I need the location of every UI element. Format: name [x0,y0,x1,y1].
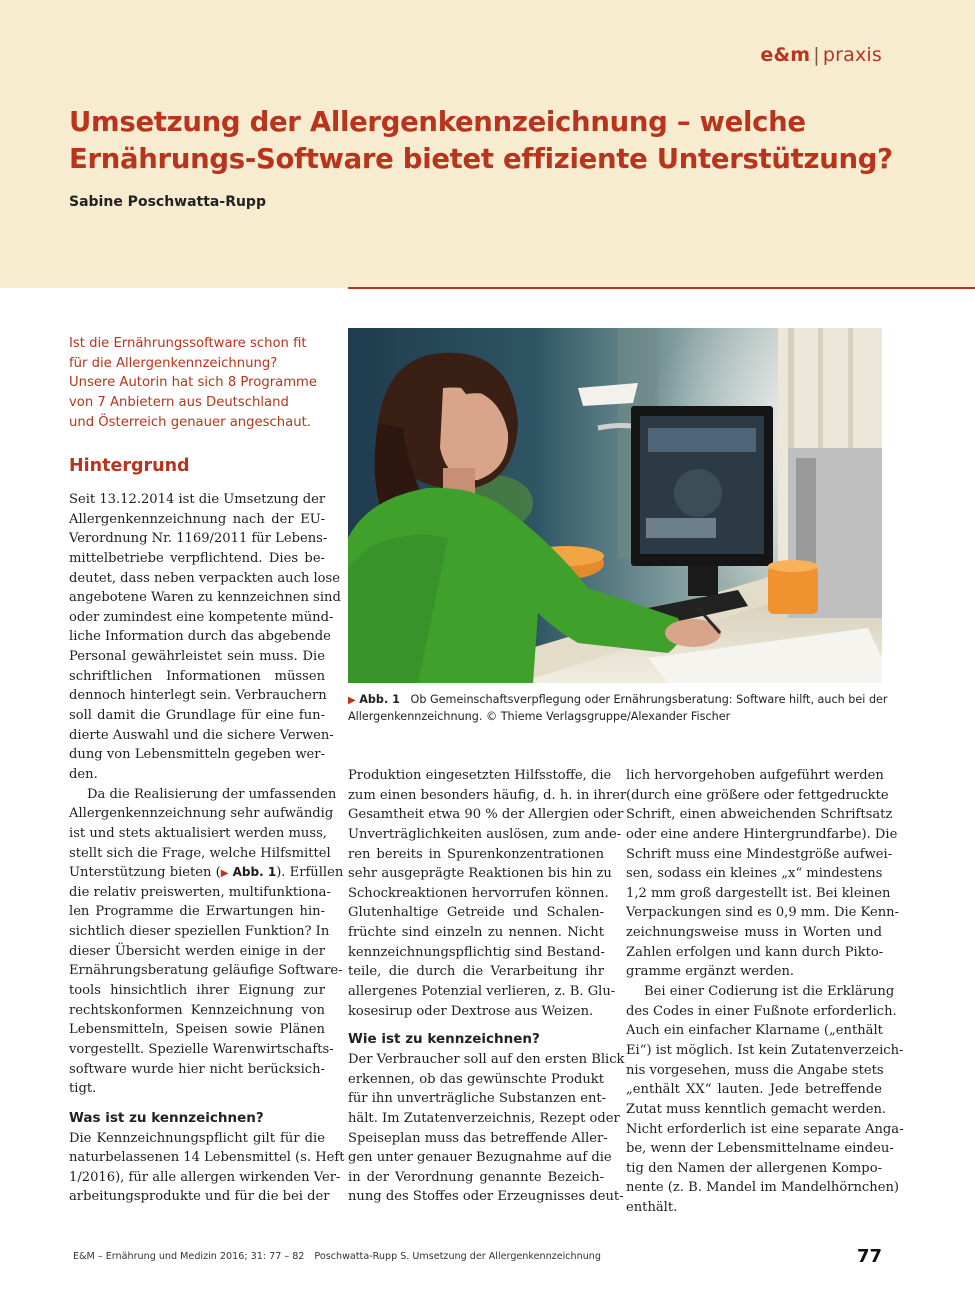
text-line: arbeitungsprodukte und für die bei der [69,1189,330,1205]
text-line: zeichnungsweise muss in Worten und [626,925,882,941]
footer-journal: E&M – Ernährung und Medizin 2016; 31: 77 – 82 [73,1251,305,1262]
text-line: Der Verbraucher soll auf den ersten Blick [348,1051,625,1067]
caption-arrow-icon: ▶ [348,695,356,706]
text-line: soll damit die Grundlage für eine fun- [69,708,325,724]
article-title [69,104,909,178]
header-rule [348,287,975,289]
text-line: Zutat muss kenntlich gemacht werden. [626,1101,887,1117]
spacer [69,1099,325,1109]
text-column-3 [626,766,904,1218]
text-line: sichtlich dieser speziellen Funktion? In [69,924,330,940]
footer-article: Poschwatta-Rupp S. Umsetzung der Allergenkennzeichnung [314,1251,601,1262]
text-line: liche Information durch das abgebende [69,629,331,645]
text-line: mittelbetriebe verpflichtend. Dies be- [69,550,325,566]
text-line: enthält. [626,1200,678,1216]
text-line: des Codes in einer Fußnote erforderlich. [626,1003,897,1019]
text-line: den. [69,766,98,782]
page-footer [73,1251,601,1262]
text-line: Unverträglichkeiten auslösen, zum ande- [348,826,622,842]
text-line: rechtskonformen Kennzeichnung von [69,1002,325,1018]
figure-caption [348,692,888,725]
text-line: Auch ein einfacher Klarname („enthält [626,1023,883,1039]
text-column-2 [348,766,627,1207]
text-line: tools hinsichtlich ihrer Eignung zur [69,983,325,999]
text-line: ren bereits in Spurenkonzentrationen [348,846,604,862]
text-line: deutet, dass neben verpackten auch lose [69,570,341,586]
text-line: erkennen, ob das gewünschte Produkt [348,1071,604,1087]
text-line: Ei“) ist möglich. Ist kein Zutatenverzeich- [626,1042,904,1058]
text-line: dennoch hinterlegt sein. Verbrauchern [69,688,327,704]
text-line: allergenes Potenzial verlieren, z. B. Glu- [348,984,616,1000]
text-line: die relativ preiswerten, multifunktiona- [69,884,331,900]
lead-line: von 7 Anbietern aus Deutschland [69,395,289,411]
text-line: nente (z. B. Mandel im Mandelhörnchen) [626,1180,899,1196]
text-line: Glutenhaltige Getreide und Schalen- [348,905,604,921]
text-fragment: Unterstützung bieten ( [69,865,221,881]
section-brand [760,44,882,66]
lead-line: Unsere Autorin hat sich 8 Programme [69,375,318,391]
text-line: oder eine andere Hintergrundfarbe). Die [626,826,898,842]
text-line: Nicht erforderlich ist eine separate Anga- [626,1121,904,1137]
text-line: sehr ausgeprägte Reaktionen bis hin zu [348,866,612,882]
text-line: software wurde hier nicht berücksich- [69,1061,325,1077]
title-line: Ernährungs-Software bietet effiziente Unterstützung? [69,143,893,175]
lead-teaser [69,334,319,433]
text-line: be, wenn der Lebensmittelname eindeu- [626,1141,894,1157]
text-line: in der Verordnung genannte Bezeich- [348,1169,604,1185]
text-line: Schrift, einen abweichenden Schriftsatz [626,807,893,823]
lead-line: Ist die Ernährungssoftware schon fit [69,336,307,351]
text-line: Speiseplan muss das betreffende Aller- [348,1130,608,1146]
text-line: zum einen besonders häufig, d. h. in ihrer [348,787,627,803]
text-line: 1/2016), für alle allergen wirkenden Ver- [69,1169,341,1185]
caption-line [348,692,888,709]
text-line: gen unter genauer Bezugnahme auf die [348,1150,612,1166]
text-line: dierte Auswahl und die sichere Verwen- [69,727,334,743]
caption-label: Abb. 1 [359,693,400,706]
photo-illustration [348,328,882,683]
text-line [69,863,344,883]
text-line: kosesirup oder Dextrose aus Weizen. [348,1003,594,1019]
figure-ref-arrow-icon: ▶ [220,868,229,880]
section-heading: Hintergrund [69,456,190,476]
text-line: angebotene Waren zu kennzeichnen sind [69,590,341,606]
text-line: „enthält XX“ lauten. Jede betreffende [626,1082,882,1098]
text-line: Gesamtheit etwa 90 % der Allergien oder [348,807,624,823]
text-line: Bei einer Codierung ist die Erklärung [644,984,895,1000]
text-line: Ernährungsberatung geläufige Software- [69,963,343,979]
text-line: oder zumindest eine kompetente münd- [69,609,334,625]
text-line: nis vorgesehen, muss die Angabe stets [626,1062,884,1078]
text-line: Produktion eingesetzten Hilfsstoffe, die [348,768,612,783]
text-line: teile, die durch die Verarbeitung ihr [348,964,604,980]
text-line: 1,2 mm groß dargestellt ist. Bei kleinen [626,885,891,901]
page-number: 77 [856,1246,882,1267]
brand-separator: | [813,44,820,66]
caption-line: Allergenkennzeichnung. © Thieme Verlagsgruppe/Alexander Fischer [348,710,731,723]
figure-reference-link[interactable]: Abb. 1 [232,865,277,880]
article-author: Sabine Poschwatta-Rupp [69,194,266,210]
subheading: Wie ist zu kennzeichnen? [348,1031,540,1048]
subheading: Was ist zu kennzeichnen? [69,1109,264,1126]
text-line: dieser Übersicht werden einige in der [69,943,325,959]
text-line: vorgestellt. Spezielle Warenwirtschafts- [69,1041,334,1057]
text-line: tig den Namen der allergenen Kompo- [626,1160,882,1176]
text-line: Seit 13.12.2014 ist die Umsetzung der [69,492,326,507]
caption-text: Ob Gemeinschaftsverpflegung oder Ernährungsberatung: Software hilft, auch bei der [410,693,888,706]
text-line: Verordnung Nr. 1169/2011 für Lebens- [69,531,328,547]
text-line: Da die Realisierung der umfassenden [87,786,337,802]
text-line: Personal gewährleistet sein muss. Die [69,649,325,665]
text-line: Verpackungen sind es 0,9 mm. Die Kenn- [626,905,900,921]
lead-line: für die Allergenkennzeichnung? [69,355,278,371]
text-line: Zahlen erfolgen und kann durch Pikto- [626,944,884,960]
text-line: hält. Im Zutatenverzeichnis, Rezept oder [348,1110,620,1126]
text-line: stellt sich die Frage, welche Hilfsmittel [69,845,331,861]
text-line: gramme ergänzt werden. [626,964,795,980]
text-line: für ihn unverträgliche Substanzen ent- [348,1091,607,1107]
text-line: Schrift muss eine Mindestgröße aufwei- [626,846,893,862]
brand-section: praxis [822,44,882,66]
text-line: (durch eine größere oder fettgedruckte [626,787,889,803]
text-column-1 [69,490,345,1207]
text-fragment: ). Erfüllen [276,865,344,881]
text-line: Schockreaktionen hervorrufen können. [348,885,609,901]
text-line: naturbelassenen 14 Lebensmittel (s. Heft [69,1150,345,1166]
text-line: Allergenkennzeichnung sehr aufwändig [69,806,334,822]
text-line: dung von Lebensmitteln gegeben wer- [69,747,325,763]
figure-photo [348,328,882,683]
title-line: Umsetzung der Allergenkennzeichnung – welche [69,106,806,138]
text-line: Allergenkennzeichnung nach der EU- [69,511,325,527]
text-line: schriftlichen Informationen müssen [69,668,325,684]
text-line: kennzeichnungspflichtig sind Bestand- [348,944,605,960]
lead-line: und Österreich genauer angeschaut. [69,414,311,430]
text-line: lich hervorgehoben aufgeführt werden [626,768,884,783]
text-line: sen, sodass ein kleines „x“ mindestens [626,866,883,882]
text-line: tigt. [69,1081,97,1097]
brand-logo: e&m [760,44,811,66]
text-line: nung des Stoffes oder Erzeugnisses deut- [348,1189,624,1205]
spacer [348,1021,604,1030]
text-line: len Programme die Erwartungen hin- [69,904,325,920]
text-line: ist und stets aktualisiert werden muss, [69,825,327,841]
text-line: Die Kennzeichnungspflicht gilt für die [69,1130,325,1146]
text-line: Lebensmitteln, Speisen sowie Plänen [69,1022,325,1038]
text-line: früchte sind einzeln zu nennen. Nicht [348,925,604,941]
